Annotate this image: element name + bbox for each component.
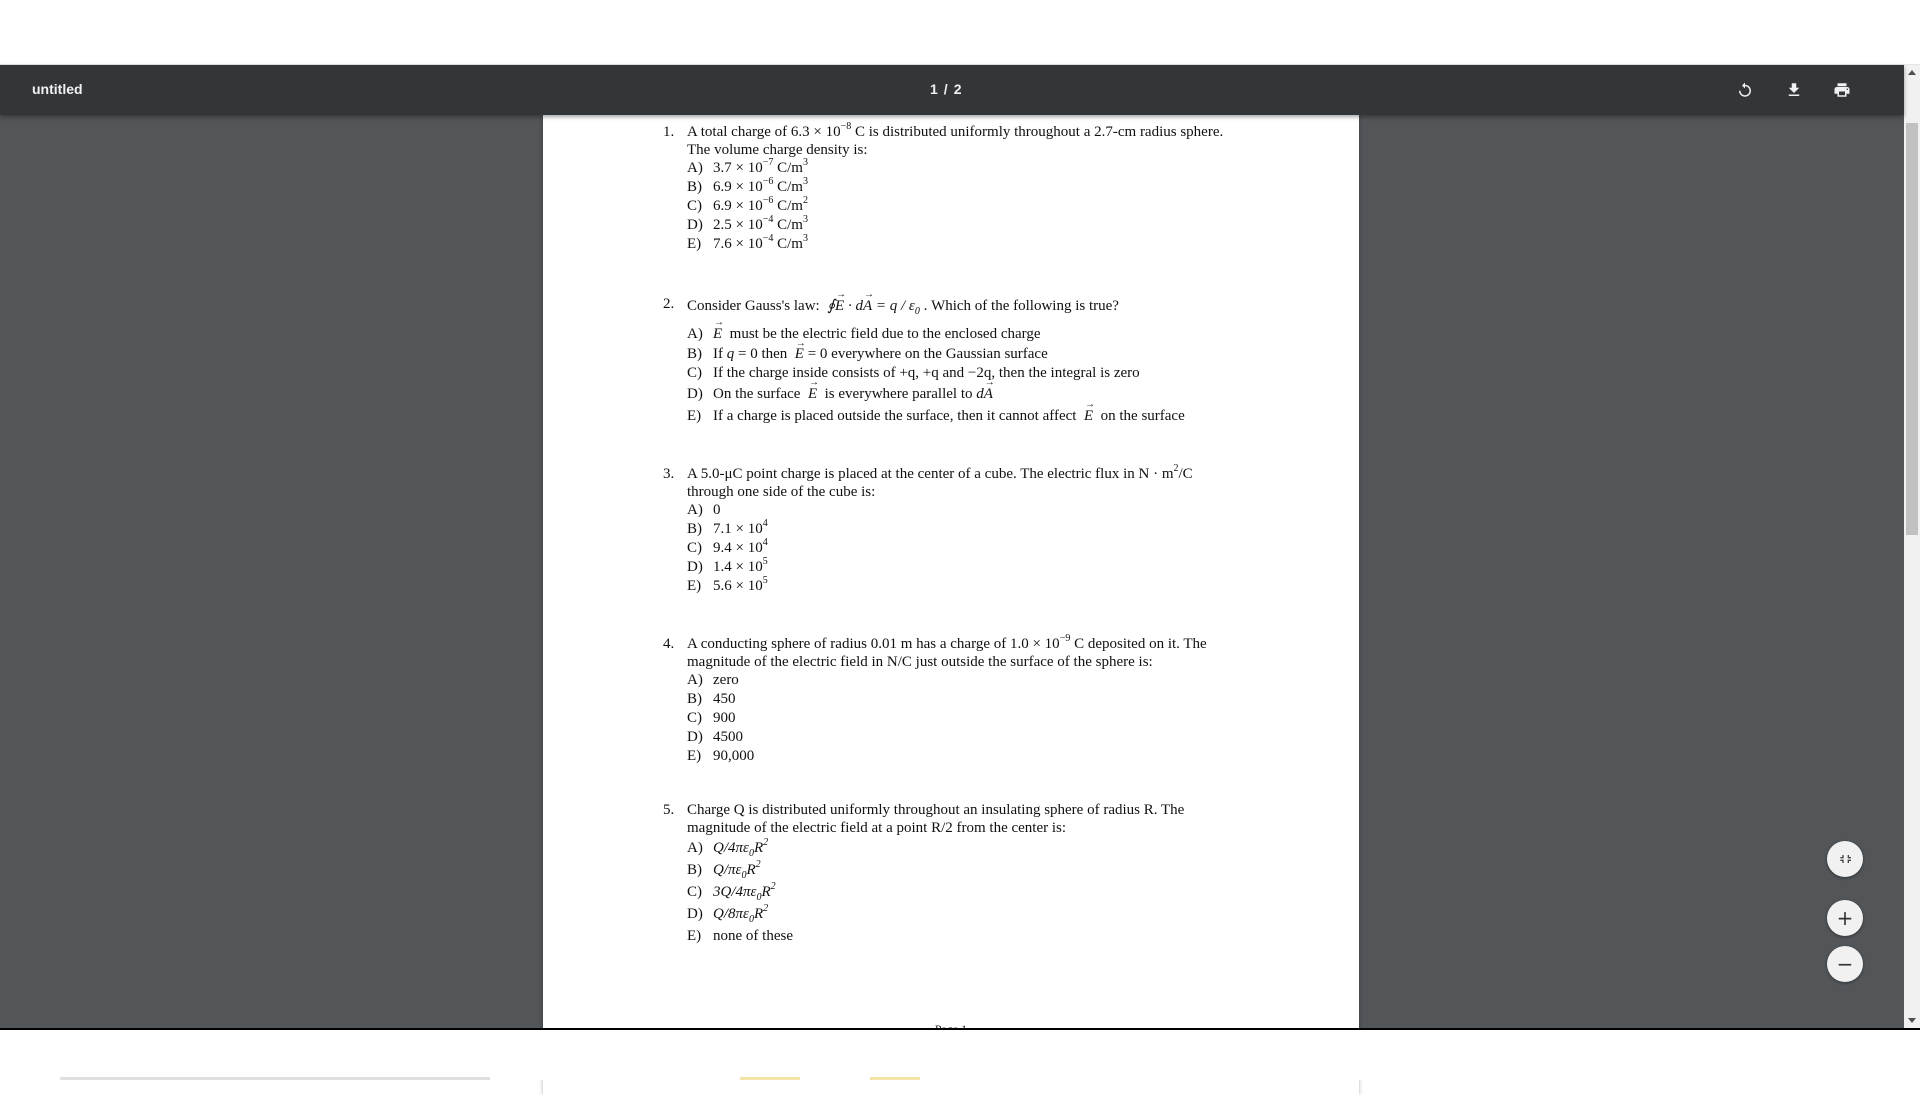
value-exponent: −7 — [762, 157, 774, 168]
option-label: C) — [687, 540, 702, 556]
vector-e: → E — [808, 383, 817, 405]
value-exponent: 5 — [762, 575, 768, 586]
option-text: 4500 — [713, 729, 743, 745]
option-label: B) — [687, 179, 702, 195]
option-label: E) — [687, 748, 702, 764]
option-value — [713, 881, 776, 903]
expr-pre: 3Q/4πε — [713, 884, 757, 900]
scrollbar-thumb[interactable] — [1906, 123, 1918, 535]
stem-exponent: −8 — [840, 121, 852, 132]
option-value — [713, 159, 808, 178]
option-label: C) — [687, 884, 702, 900]
option-var: q — [726, 346, 735, 362]
expr-pre: Q/πε — [713, 862, 742, 878]
vector-e: → E — [795, 345, 804, 364]
option-b — [687, 520, 1283, 539]
option-value — [713, 539, 768, 558]
stem-text: C is distributed uniformly throughout a 2.7-cm radius sphere. — [851, 124, 1224, 140]
value-base: 3.7 × 10 — [713, 160, 763, 176]
expr-exp: 2 — [770, 881, 776, 892]
pdf-toolbar — [0, 65, 1904, 115]
page-total: 2 — [953, 81, 962, 97]
option-label: D) — [687, 729, 703, 745]
option-label: B) — [687, 346, 702, 362]
option-label: D) — [687, 559, 703, 575]
download-button[interactable] — [1780, 76, 1808, 104]
question-stem — [687, 123, 1283, 159]
option-d — [687, 383, 1283, 405]
expr-post: R — [761, 884, 771, 900]
scroll-down-arrow-icon[interactable] — [1908, 1018, 1916, 1023]
minus-icon: − — [1836, 952, 1854, 976]
scroll-up-arrow-icon[interactable] — [1908, 70, 1916, 75]
fit-page-button[interactable] — [1827, 841, 1863, 877]
question-stem — [687, 465, 1283, 501]
option-c — [687, 197, 1283, 216]
option-label: A) — [687, 160, 703, 176]
value-exponent: 5 — [762, 556, 768, 567]
unit-exponent: 3 — [802, 157, 808, 168]
question-number: 2. — [663, 296, 675, 312]
question-2 — [663, 295, 1283, 427]
value-unit: C/m — [773, 236, 803, 252]
value-base: 7.1 × 10 — [713, 521, 763, 537]
option-label: B) — [687, 691, 702, 707]
option-c — [687, 539, 1283, 558]
option-text: zero — [713, 672, 739, 688]
option-label: C) — [687, 198, 702, 214]
option-text: 900 — [713, 710, 736, 726]
option-value — [713, 345, 1048, 364]
stem-text: magnitude of the electric field at a point R/2 from the center is: — [687, 820, 1067, 836]
options-list — [687, 837, 1283, 947]
option-b — [687, 859, 1283, 881]
stem-text: . Which of the following is true? — [923, 298, 1119, 314]
option-value — [713, 235, 808, 254]
expr-sub: 0 — [748, 848, 754, 859]
option-text: If a charge is placed outside the surface, then it cannot affect — [713, 408, 1077, 424]
expr-sub: 0 — [756, 892, 762, 903]
option-a — [687, 501, 1283, 520]
value-unit: C/m — [773, 179, 803, 195]
option-text: If the charge inside consists of +q, +q and −2q, then the integral is zero — [713, 365, 1140, 381]
bottom-window-strip — [0, 1028, 1920, 1080]
question-stem — [687, 801, 1283, 837]
option-a — [687, 671, 1283, 690]
question-3 — [663, 465, 1283, 596]
option-value — [713, 323, 1041, 345]
option-b — [687, 178, 1283, 197]
pdf-page — [543, 115, 1359, 1095]
option-d — [687, 216, 1283, 235]
stem-text: The volume charge density is: — [687, 142, 868, 158]
stem-text: /C — [1178, 466, 1193, 482]
plus-icon: + — [1836, 906, 1854, 930]
value-exponent: −6 — [762, 176, 774, 187]
question-4 — [663, 635, 1283, 766]
expr-pre: Q/8πε — [713, 906, 749, 922]
formula-rhs: = q / ε — [875, 298, 915, 314]
stem-text: through one side of the cube is: — [687, 484, 876, 500]
expr-exp: 2 — [763, 903, 769, 914]
vector-e: → E — [1084, 405, 1093, 427]
option-b — [687, 345, 1283, 364]
question-5 — [663, 801, 1283, 947]
option-label: E) — [687, 578, 702, 594]
value-base: 9.4 × 10 — [713, 540, 763, 556]
value-unit: C/m — [773, 160, 803, 176]
option-label: A) — [687, 840, 703, 856]
option-text: 90,000 — [713, 748, 755, 764]
vector-a: → A — [984, 383, 993, 405]
option-text: If — [713, 346, 723, 362]
expr-sub: 0 — [741, 870, 747, 881]
print-icon — [1833, 81, 1851, 99]
unit-exponent: 3 — [802, 214, 808, 225]
option-value — [713, 178, 808, 197]
question-number: 1. — [663, 124, 675, 140]
value-base: 1.4 × 10 — [713, 559, 763, 575]
page-current[interactable]: 1 — [930, 81, 938, 97]
option-c — [687, 881, 1283, 903]
question-stem — [687, 295, 1283, 317]
option-var: d — [976, 386, 984, 402]
taskbar-segment — [870, 1077, 920, 1080]
option-value — [713, 903, 768, 925]
expr-sub: 0 — [748, 914, 754, 925]
option-label: B) — [687, 862, 702, 878]
question-number: 4. — [663, 636, 675, 652]
stem-text: C deposited on it. The — [1070, 636, 1207, 652]
options-list — [687, 671, 1283, 766]
option-label: E) — [687, 236, 702, 252]
option-value — [713, 520, 768, 539]
question-1 — [663, 123, 1283, 254]
option-text: must be the electric field due to the enclosed charge — [729, 326, 1041, 342]
stem-text: magnitude of the electric field in N/C just outside the surface of the sphere is: — [687, 654, 1153, 670]
question-number: 3. — [663, 466, 675, 482]
option-label: D) — [687, 217, 703, 233]
document-title: untitled — [32, 81, 83, 97]
vector-e: → E — [713, 323, 722, 345]
value-unit: C/m — [773, 198, 803, 214]
taskbar-segment — [60, 1077, 490, 1080]
stem-exponent: 2 — [1173, 463, 1179, 474]
value-base: 0 — [713, 502, 721, 518]
taskbar-segment — [740, 1077, 800, 1080]
option-text: 450 — [713, 691, 736, 707]
expr-post: R — [753, 906, 764, 922]
option-value — [713, 837, 768, 859]
option-a — [687, 323, 1283, 345]
value-exponent: 4 — [762, 537, 768, 548]
stem-text: Charge Q is distributed uniformly throughout an insulating sphere of radius R. The — [687, 802, 1185, 818]
stem-text: A total charge of 6.3 × 10 — [687, 124, 841, 140]
option-text: is everywhere parallel to — [824, 386, 973, 402]
value-exponent: −6 — [762, 195, 774, 206]
browser-top-area — [0, 0, 1920, 65]
question-number: 5. — [663, 802, 675, 818]
expr-post: R — [746, 862, 756, 878]
stem-text: Consider Gauss's law: — [687, 298, 820, 314]
option-value — [713, 558, 768, 577]
zoom-in-button[interactable] — [1827, 900, 1863, 936]
option-label: B) — [687, 521, 702, 537]
value-base: 6.9 × 10 — [713, 179, 763, 195]
option-value — [713, 859, 761, 881]
option-value — [713, 577, 768, 596]
option-a — [687, 837, 1283, 859]
option-c — [687, 709, 1283, 728]
options-list — [687, 501, 1283, 596]
options-list — [687, 159, 1283, 254]
option-e — [687, 577, 1283, 596]
vertical-scrollbar[interactable] — [1904, 65, 1920, 1028]
value-base: 2.5 × 10 — [713, 217, 763, 233]
option-label: A) — [687, 326, 703, 342]
formula-subscript: 0 — [914, 306, 920, 317]
zoom-out-button[interactable] — [1827, 946, 1863, 982]
option-text: = 0 everywhere on the Gaussian surface — [807, 346, 1048, 362]
value-base: 6.9 × 10 — [713, 198, 763, 214]
expr-pre: Q/4πε — [713, 840, 749, 856]
value-unit: C/m — [773, 217, 803, 233]
option-label: D) — [687, 386, 703, 402]
option-b — [687, 690, 1283, 709]
option-text: none of these — [713, 928, 793, 944]
download-icon — [1785, 81, 1803, 99]
print-button[interactable] — [1828, 76, 1856, 104]
unit-exponent: 3 — [802, 176, 808, 187]
option-e — [687, 925, 1283, 947]
option-d — [687, 558, 1283, 577]
fit-page-icon — [1837, 851, 1853, 867]
pdf-viewer — [0, 65, 1904, 1028]
option-label: C) — [687, 365, 702, 381]
option-value — [713, 383, 993, 405]
option-e — [687, 747, 1283, 766]
stem-text: A 5.0-μC point charge is placed at the center of a cube. The electric flux in N · m — [687, 466, 1174, 482]
option-a — [687, 159, 1283, 178]
option-label: A) — [687, 502, 703, 518]
option-text: On the surface — [713, 386, 801, 402]
option-label: D) — [687, 906, 703, 922]
option-value — [713, 216, 808, 235]
options-list — [687, 323, 1283, 427]
rotate-button[interactable] — [1731, 76, 1759, 104]
option-d — [687, 903, 1283, 925]
option-d — [687, 728, 1283, 747]
option-label: A) — [687, 672, 703, 688]
option-label: E) — [687, 928, 702, 944]
value-base: 5.6 × 10 — [713, 578, 763, 594]
option-value — [713, 501, 721, 520]
gauss-law-formula: ∮→ $E \cdot d\to A = q / \varepsilon_0$ — [823, 298, 919, 314]
option-e — [687, 405, 1283, 427]
value-exponent: −4 — [762, 233, 774, 244]
question-stem — [687, 635, 1283, 671]
value-exponent: −4 — [762, 214, 774, 225]
option-label: E) — [687, 408, 702, 424]
value-base: 7.6 × 10 — [713, 236, 763, 252]
expr-exp: 2 — [763, 837, 769, 848]
expr-post: R — [753, 840, 764, 856]
stem-text: A conducting sphere of radius 0.01 m has a charge of 1.0 × 10 — [687, 636, 1060, 652]
rotate-icon — [1736, 81, 1754, 99]
option-text: on the surface — [1100, 408, 1185, 424]
stem-exponent: −9 — [1059, 633, 1071, 644]
option-label: C) — [687, 710, 702, 726]
option-value — [713, 405, 1185, 427]
unit-exponent: 2 — [802, 195, 808, 206]
page-separator: / — [943, 81, 948, 97]
page-indicator — [930, 81, 961, 97]
option-value — [713, 197, 808, 216]
option-text: = 0 then — [738, 346, 788, 362]
expr-exp: 2 — [755, 859, 761, 870]
page-content — [543, 115, 1359, 1028]
unit-exponent: 3 — [802, 233, 808, 244]
option-e — [687, 235, 1283, 254]
value-exponent: 4 — [762, 518, 768, 529]
